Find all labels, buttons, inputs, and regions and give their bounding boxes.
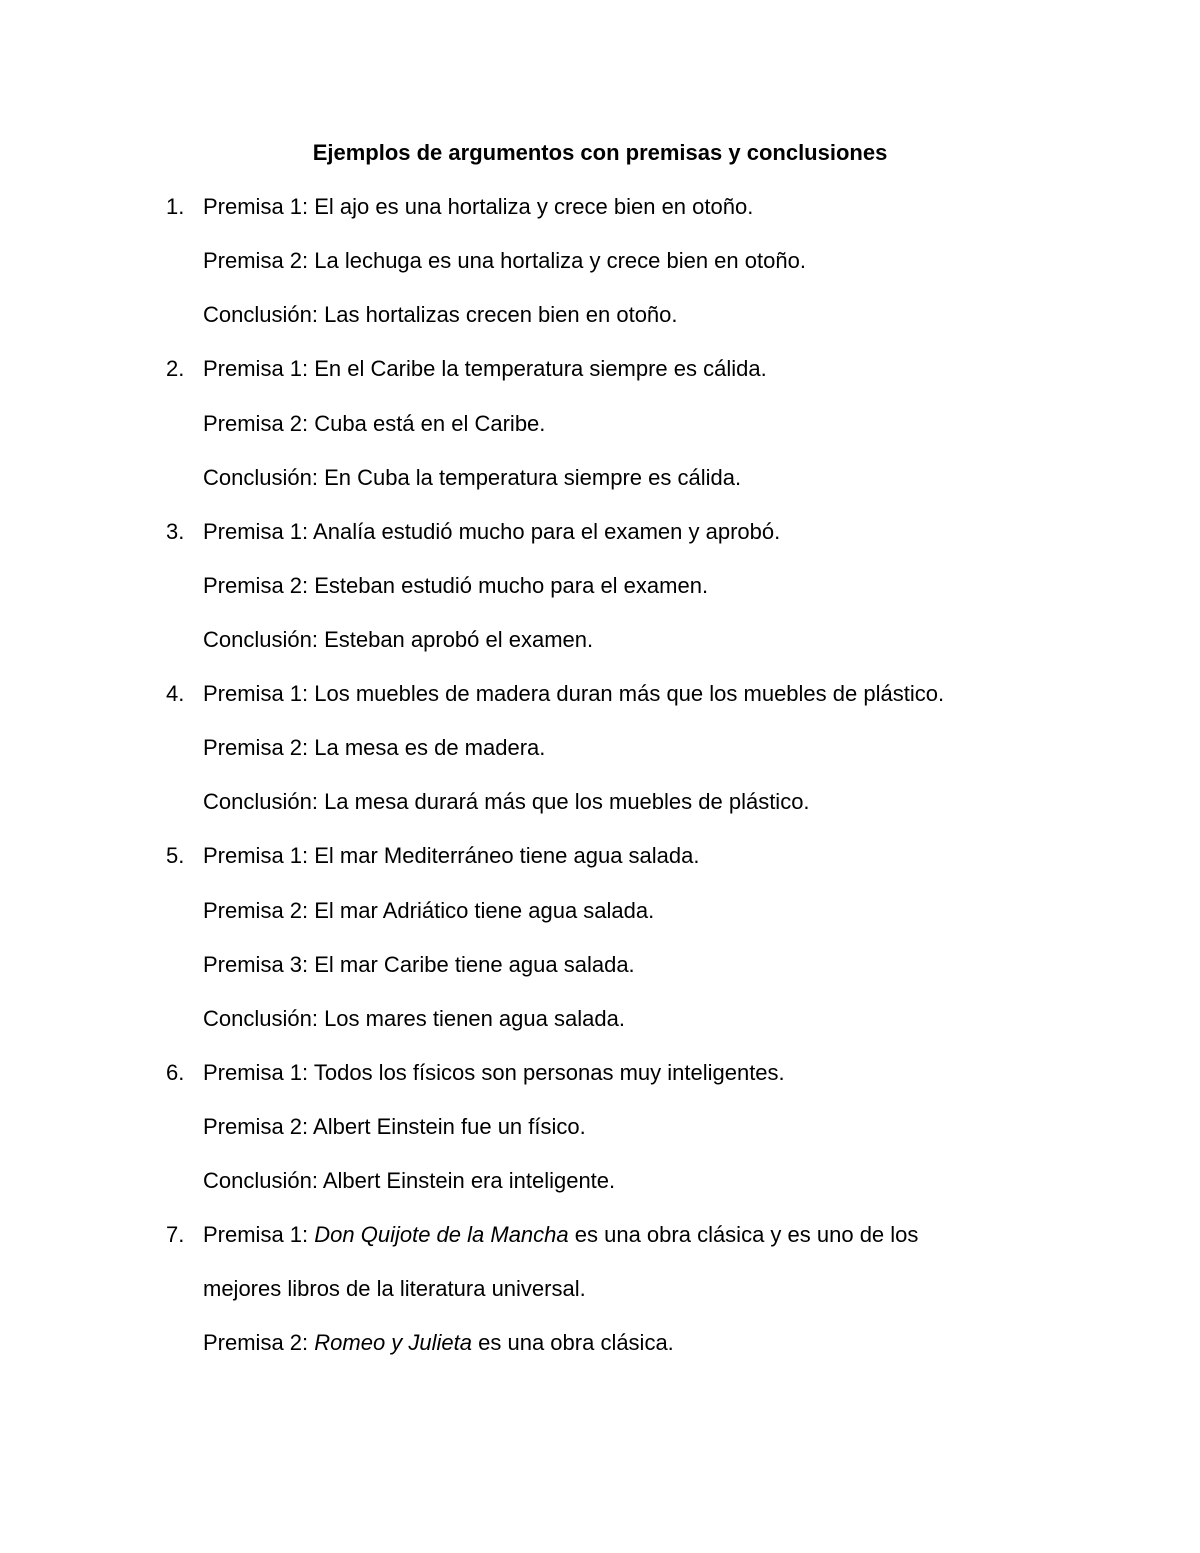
premise-line: Premisa 3: El mar Caribe tiene agua salada. — [203, 952, 635, 977]
conclusion-line: Conclusión: En Cuba la temperatura siempre es cálida. — [203, 465, 742, 490]
list-number: 5. — [166, 843, 185, 868]
list-number: 4. — [166, 681, 185, 706]
list-number: 3. — [166, 519, 185, 544]
conclusion-line: Conclusión: La mesa durará más que los muebles de plástico. — [203, 789, 810, 814]
premise-line: Premisa 2: El mar Adriático tiene agua salada. — [203, 898, 655, 923]
conclusion-line: Conclusión: Albert Einstein era inteligente. — [203, 1168, 616, 1193]
premise-suffix: es una obra clásica. — [472, 1330, 674, 1355]
book-title: Don Quijote de la Mancha — [314, 1222, 569, 1247]
premise-line: Premisa 1: El mar Mediterráneo tiene agua salada. — [203, 843, 700, 868]
premise-continuation: mejores libros de la literatura universal. — [203, 1276, 586, 1301]
premise-line: Premisa 1: En el Caribe la temperatura siempre es cálida. — [203, 356, 767, 381]
premise-line: Premisa 2: Esteban estudió mucho para el examen. — [203, 573, 709, 598]
conclusion-line: Conclusión: Esteban aprobó el examen. — [203, 627, 594, 652]
premise-line: Premisa 2: La lechuga es una hortaliza y crece bien en otoño. — [203, 248, 806, 273]
book-title: Romeo y Julieta — [314, 1330, 473, 1355]
premise-prefix: Premisa 2: — [203, 1330, 315, 1355]
premise-line: Premisa 1: Analía estudió mucho para el examen y aprobó. — [203, 519, 781, 544]
premise-line — [203, 1327, 674, 1359]
premise-line: Premisa 2: Cuba está en el Caribe. — [203, 411, 546, 436]
conclusion-line: Conclusión: Los mares tienen agua salada. — [203, 1006, 625, 1031]
list-number: 2. — [166, 356, 185, 381]
premise-line: Premisa 2: La mesa es de madera. — [203, 735, 546, 760]
premise-line: Premisa 2: Albert Einstein fue un físico. — [203, 1114, 586, 1139]
premise-prefix: Premisa 1: — [203, 1222, 315, 1247]
premise-line: Premisa 1: El ajo es una hortaliza y crece bien en otoño. — [203, 194, 754, 219]
premise-line: Premisa 1: Los muebles de madera duran más que los muebles de plástico. — [203, 681, 945, 706]
conclusion-line: Conclusión: Las hortalizas crecen bien en otoño. — [203, 302, 678, 327]
list-number: 6. — [166, 1060, 185, 1085]
page-title: Ejemplos de argumentos con premisas y conclusiones — [312, 140, 888, 165]
premise-line — [203, 1219, 918, 1251]
list-number: 1. — [166, 194, 185, 219]
premise-suffix: es una obra clásica y es uno de los — [568, 1222, 919, 1247]
premise-line: Premisa 1: Todos los físicos son personas muy inteligentes. — [203, 1060, 785, 1085]
list-number: 7. — [166, 1222, 185, 1247]
